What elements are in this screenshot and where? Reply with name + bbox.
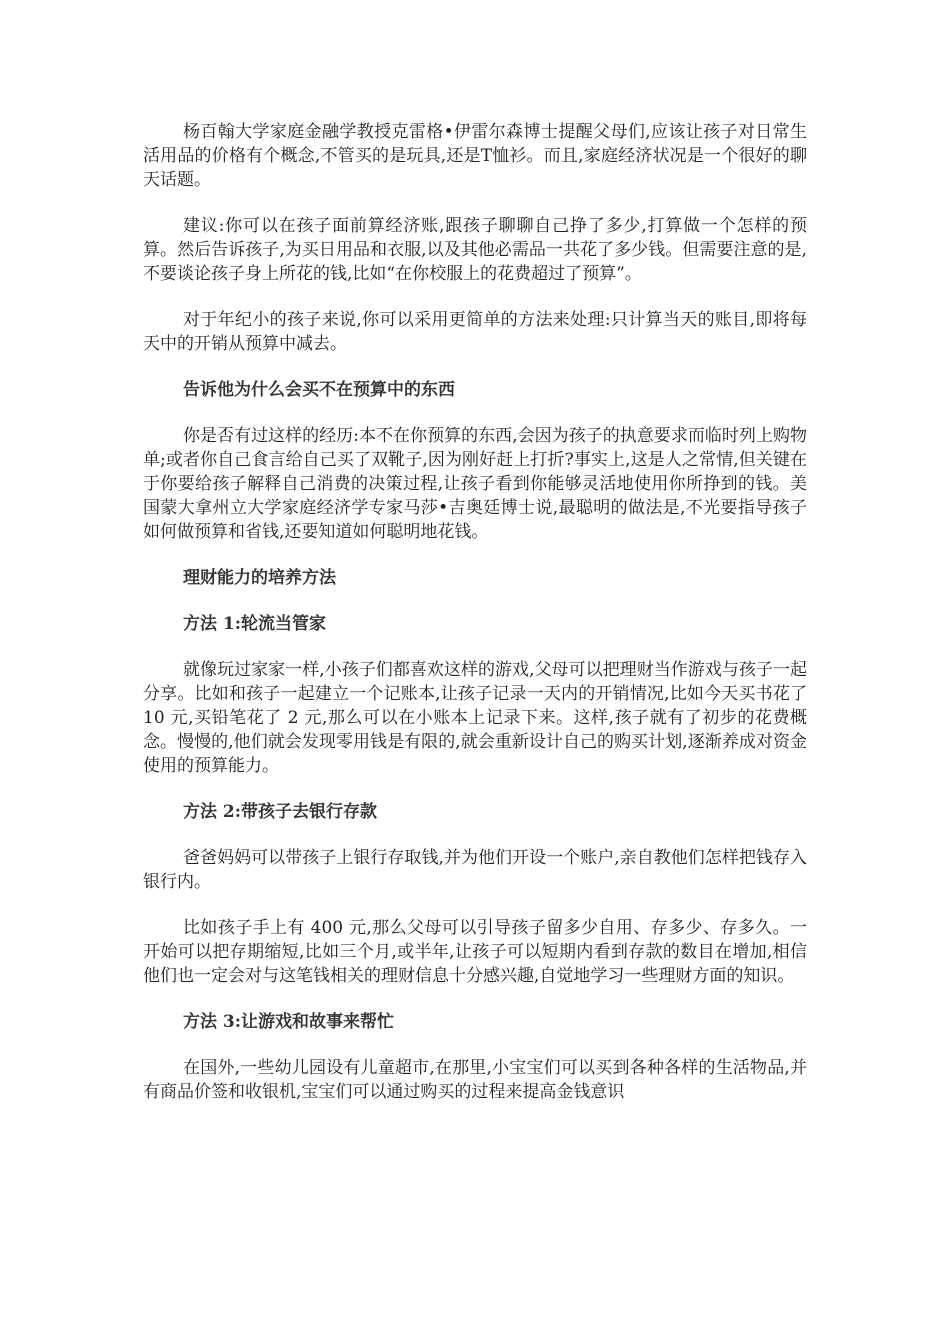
- paragraph-8: 在国外,一些幼儿园设有儿童超市,在那里,小宝宝们可以买到各种各样的生活物品,并有商品价签和收银机,宝宝们可以通过购买的过程来提高金钱意识: [143, 1058, 807, 1102]
- section-heading-budget: 告诉他为什么会买不在预算中的东西: [183, 380, 455, 400]
- paragraph-5: 就像玩过家家一样,小孩子们都喜欢这样的游戏,父母可以把理财当作游戏与孩子一起分享。比如和孩子一起建立一个记账本,让孩子记录一天内的开销情况,比如今天买书花了 10 元,买铅笔花了 2 元,那么可以在小账本上记录下来。这样,孩子就有了初步的花费概念。慢慢的,他们就会发现零用钱是有限的,就会重新设计自己的购买计划,逐渐养成对资金使用的预算能力。: [143, 660, 807, 776]
- paragraph-1: 杨百翰大学家庭金融学教授克雷格•伊雷尔森博士提醒父母们,应该让孩子对日常生活用品的价格有个概念,不管买的是玩具,还是T恤衫。而且,家庭经济状况是一个很好的聊天话题。: [143, 122, 807, 190]
- method-2-heading: 方法 2:带孩子去银行存款: [183, 802, 378, 822]
- paragraph-6: 爸爸妈妈可以带孩子上银行存取钱,并为他们开设一个账户,亲自教他们怎样把钱存入银行内。: [143, 848, 807, 892]
- method-1-heading: 方法 1:轮流当管家: [183, 614, 327, 634]
- paragraph-7: 比如孩子手上有 400 元,那么父母可以引导孩子留多少自用、存多少、存多久。一开始可以把存期缩短,比如三个月,或半年,让孩子可以短期内看到存款的数目在增加,相信他们也一定会对与这笔钱相关的理财信息十分感兴趣,自觉地学习一些理财方面的知识。: [143, 918, 807, 986]
- method-3-heading: 方法 3:让游戏和故事来帮忙: [183, 1012, 395, 1032]
- paragraph-2: 建议:你可以在孩子面前算经济账,跟孩子聊聊自己挣了多少,打算做一个怎样的预算。然后告诉孩子,为买日用品和衣服,以及其他必需品一共花了多少钱。但需要注意的是,不要谈论孩子身上所花的钱,比如“在你校服上的花费超过了预算”。: [143, 216, 807, 284]
- section-heading-methods: 理财能力的培养方法: [183, 568, 336, 588]
- document-body: [143, 120, 807, 1104]
- paragraph-4: 你是否有过这样的经历:本不在你预算的东西,会因为孩子的执意要求而临时列上购物单;或者你自己食言给自己买了双靴子,因为刚好赶上打折?事实上,这是人之常情,但关键在于你要给孩子解释自己消费的决策过程,让孩子看到你能够灵活地使用你所挣到的钱。美国蒙大拿州立大学家庭经济学专家马莎•吉奥廷博士说,最聪明的做法是,不光要指导孩子如何做预算和省钱,还要知道如何聪明地花钱。: [143, 426, 807, 542]
- paragraph-3: 对于年纪小的孩子来说,你可以采用更简单的方法来处理:只计算当天的账目,即将每天中的开销从预算中减去。: [143, 310, 807, 354]
